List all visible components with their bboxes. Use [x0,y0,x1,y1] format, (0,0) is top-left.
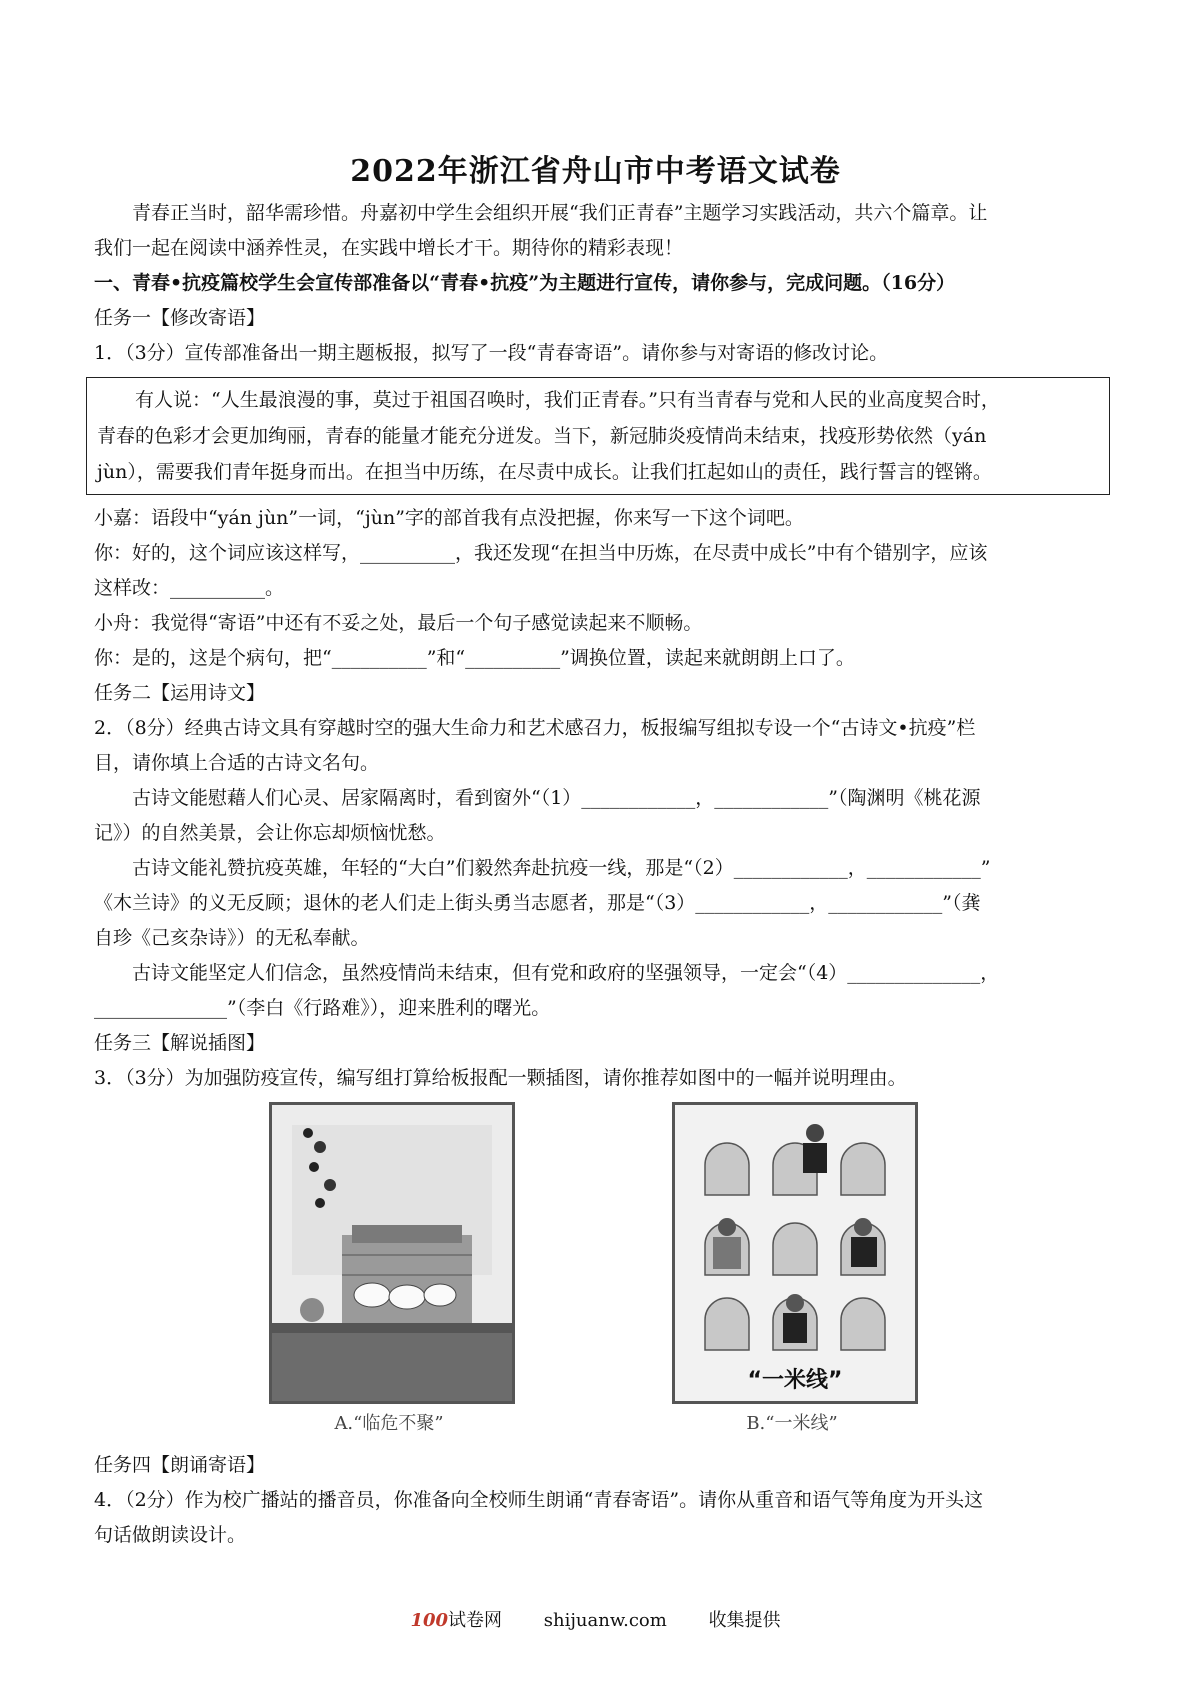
intro-line: 我们一起在阅读中涵养性灵，在实践中增长才干。期待你的精彩表现！ [94,237,684,259]
question-2: 2．（8分）经典古诗文具有穿越时空的强大生命力和艺术感召力，板报编写组拟专设一个“古诗文•抗疫”栏 [94,717,976,739]
question-4: 4．（2分）作为校广播站的播音员，你准备向全校师生朗诵“青春寄语”。请你从重音和语气等角度为开头这 [94,1489,984,1511]
illustration-b-text: “一米线” [747,1368,843,1393]
question-3: 3．（3分）为加强防疫宣传，编写组打算给板报配一颗插图，请你推荐如图中的一幅并说明理由。 [94,1067,907,1089]
poem-paragraph: 古诗文能慰藉人们心灵、居家隔离时，看到窗外“（1）____________，____________”（陶渊明《桃花源 [132,787,981,809]
poem-paragraph: 自珍《己亥杂诗》）的无私奉献。 [94,927,370,949]
task-heading: 任务一【修改寄语】 [94,307,266,329]
illustration-a [269,1102,515,1404]
poem-paragraph: 古诗文能礼赞抗疫英雄，年轻的“大白”们毅然奔赴抗疫一线，那是“（2）____________，____________” [132,857,991,879]
dialog-line: 这样改：__________。 [94,577,285,599]
question-2: 目，请你填上合适的古诗文名句。 [94,752,380,774]
task-heading: 任务二【运用诗文】 [94,682,266,704]
site-url: shijuanw.com [543,1610,667,1631]
task-heading: 任务四【朗诵寄语】 [94,1454,266,1476]
exam-content [94,196,1102,1553]
dialog-line: 你：是的，这是个病句，把“__________”和“__________”调换位置，读起来就朗朗上口了。 [94,647,855,669]
dialog-line: 小嘉：语段中“yán jùn”一词，“jùn”字的部首我有点没把握，你来写一下这个词吧。 [94,507,804,529]
illustration-a-caption: A.“临危不聚” [334,1413,444,1434]
site-logo-text: 试卷网 [448,1610,503,1631]
question-1: 1．（3分）宣传部准备出一期主题板报，拟写了一段“青春寄语”。请你参与对寄语的修改讨论。 [94,342,889,364]
site-logo: 100 [410,1610,449,1631]
dialog-line: 小舟：我觉得“寄语”中还有不妥之处，最后一个句子感觉读起来不顺畅。 [94,612,703,634]
intro-line: 青春正当时，韶华需珍惜。舟嘉初中学生会组织开展“我们正青春”主题学习实践活动，共六个篇章。让 [132,202,988,224]
poem-paragraph: 古诗文能坚定人们信念，虽然疫情尚未结束，但有党和政府的坚强领导，一定会“（4）______________， [132,962,1000,984]
question-4: 句话做朗读设计。 [94,1524,247,1546]
poem-paragraph: 记》）的自然美景，会让你忘却烦恼忧愁。 [94,822,446,844]
quote-box [86,377,1110,495]
quote-line: 青春的色彩才会更加绚丽，青春的能量才能充分迸发。当下，新冠肺炎疫情尚未结束，找疫形势依然（yán [97,425,987,447]
illustrations [94,1098,1102,1448]
quote-line: jùn），需要我们青年挺身而出。在担当中历练，在尽责中成长。让我们扛起如山的责任，践行誓言的铿锵。 [97,461,992,483]
footer-note: 收集提供 [708,1610,781,1631]
illustration-b [672,1102,918,1404]
dialog-line: 你：好的，这个词应该这样写，__________，我还发现“在担当中历炼，在尽责中成长”中有个错别字，应该 [94,542,988,564]
poem-paragraph: ______________”（李白《行路难》），迎来胜利的曙光。 [94,997,551,1019]
page-title: 2022年浙江省舟山市中考语文试卷 [350,154,841,189]
task-heading: 任务三【解说插图】 [94,1032,266,1054]
page-footer [0,1606,1191,1632]
quote-line: 有人说：“人生最浪漫的事，莫过于祖国召唤时，我们正青春。”只有当青春与党和人民的业高度契合时， [135,389,1000,411]
poem-paragraph: 《木兰诗》的义无反顾；退休的老人们走上街头勇当志愿者，那是“（3）____________，____________”（龚 [94,892,981,914]
illustration-b-caption: B.“一米线” [746,1413,838,1434]
section-heading: 一、青春•抗疫篇校学生会宣传部准备以“青春•抗疫”为主题进行宣传，请你参与，完成问题。（16分） [94,272,956,294]
